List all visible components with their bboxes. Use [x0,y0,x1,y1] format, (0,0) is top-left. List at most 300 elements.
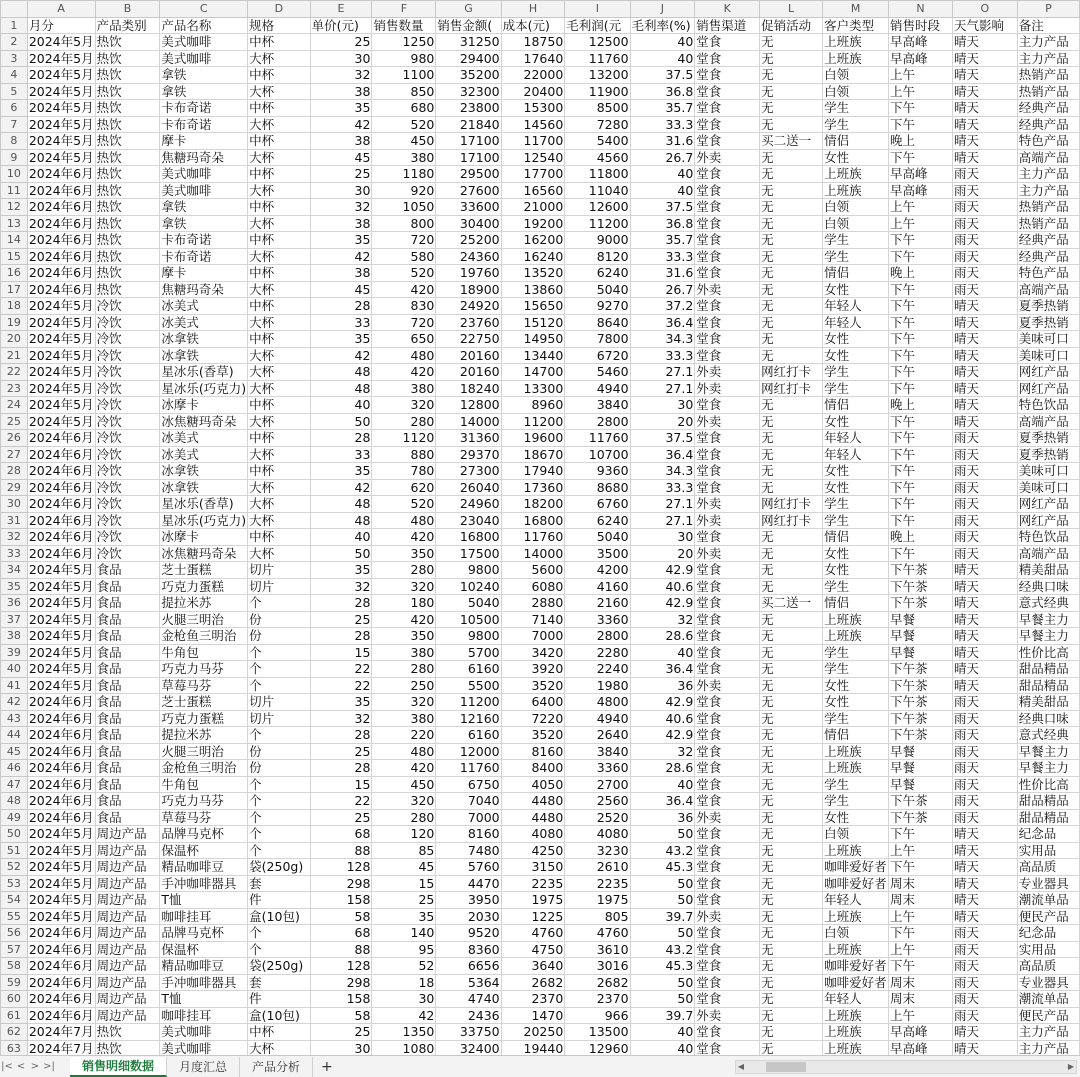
cell[interactable]: 40 [630,776,695,793]
cell[interactable]: 2240 [565,661,630,678]
cell[interactable]: 热销产品 [1017,67,1079,84]
cell[interactable]: 16800 [436,529,501,546]
cell[interactable]: 大杯 [248,512,310,529]
cell[interactable]: 上班族 [823,941,889,958]
cell[interactable]: 32 [630,743,695,760]
cell[interactable]: 无 [760,925,823,942]
cell[interactable]: 白领 [823,925,889,942]
cell[interactable]: 热销产品 [1017,215,1079,232]
cell[interactable]: 无 [760,248,823,265]
cell[interactable]: 白领 [823,826,889,843]
cell[interactable]: 3920 [501,661,565,678]
cell[interactable]: 4080 [565,826,630,843]
cell[interactable]: 14000 [436,413,501,430]
cell[interactable]: 美式咖啡 [160,1040,248,1055]
cell[interactable]: 食品 [95,562,160,579]
cell[interactable]: 中杯 [248,298,310,315]
cell[interactable]: 26.7 [630,281,695,298]
cell[interactable]: 雨天 [952,496,1017,513]
cell[interactable]: 雨天 [952,974,1017,991]
cell[interactable]: 2024年5月 [28,331,94,346]
cell[interactable]: 30 [310,182,372,199]
cell[interactable]: 158 [310,991,372,1008]
cell[interactable]: 袋(250g) [248,859,310,876]
cell[interactable]: 42 [372,1007,436,1024]
tab-product-analysis[interactable]: 产品分析 [240,1057,313,1077]
cell[interactable]: 早餐 [889,644,953,661]
cell[interactable]: 17100 [436,133,501,150]
cell[interactable]: 2024年5月 [28,298,94,313]
cell[interactable]: 无 [760,859,823,876]
cell[interactable]: 8680 [565,479,630,496]
cell[interactable]: 精品咖啡豆 [160,958,248,975]
cell[interactable]: 16560 [501,182,565,199]
row-header[interactable]: 9 [1,149,28,166]
cell[interactable]: 堂食 [695,331,760,348]
cell[interactable]: 上午 [889,67,953,84]
cell[interactable]: 9800 [436,628,501,645]
cell[interactable]: 热饮 [95,116,160,133]
row-header[interactable]: 6 [1,100,28,117]
cell[interactable]: 11200 [436,694,501,711]
cell[interactable]: 甜品精品 [1017,793,1079,810]
cell[interactable]: 手冲咖啡器具 [160,875,248,892]
cell[interactable]: 28 [310,727,372,744]
cell[interactable]: 纪念品 [1017,826,1079,843]
cell[interactable]: 大杯 [248,149,310,166]
cell[interactable]: 450 [372,133,436,150]
row-header[interactable]: 25 [1,413,28,430]
cell[interactable]: 买二送一 [760,595,823,612]
cell[interactable]: 35 [310,232,372,249]
cell[interactable]: 无 [760,694,823,711]
cell[interactable]: 720 [372,314,436,331]
cell[interactable]: 中杯 [248,463,310,480]
cell[interactable]: 特色产品 [1017,265,1079,282]
cell[interactable]: 40.6 [630,578,695,595]
cell[interactable]: 22000 [501,67,565,84]
cell[interactable]: 高端产品 [1017,413,1079,430]
cell[interactable]: 客户类型 [823,17,889,34]
cell[interactable]: 无 [760,826,823,843]
cell[interactable]: 周边产品 [95,991,160,1008]
cell[interactable]: 2024年6月 [28,265,94,280]
cell[interactable]: 备注 [1017,17,1079,34]
cell[interactable]: 25 [310,34,372,51]
cell[interactable]: 堂食 [695,628,760,645]
cell[interactable]: 36.4 [630,446,695,463]
cell[interactable]: 热饮 [95,100,160,117]
cell[interactable]: 无 [760,958,823,975]
cell[interactable]: 33600 [436,199,501,216]
cell[interactable]: 中杯 [248,133,310,150]
cell[interactable]: 雨天 [952,166,1017,183]
row-header[interactable]: 39 [1,644,28,661]
cell[interactable]: 40 [310,397,372,414]
cell[interactable]: 堂食 [695,215,760,232]
cell[interactable]: 42.9 [630,694,695,711]
cell[interactable]: 套 [248,974,310,991]
cell[interactable]: 拿铁 [160,215,248,232]
cell[interactable]: 堂食 [695,232,760,249]
cell[interactable]: 12960 [565,1040,630,1055]
cell[interactable]: 19200 [501,215,565,232]
column-header-e[interactable]: E [310,1,372,18]
cell[interactable]: 女性 [823,479,889,496]
cell[interactable]: 雨天 [952,463,1017,480]
cell[interactable]: 提拉米苏 [160,727,248,744]
cell[interactable]: 食品 [95,809,160,826]
cell[interactable]: 冷饮 [95,347,160,364]
cell[interactable]: 高端产品 [1017,281,1079,298]
cell[interactable]: 个 [248,826,310,843]
cell[interactable]: 雨天 [952,512,1017,529]
cell[interactable]: 880 [372,446,436,463]
cell[interactable]: 拿铁 [160,199,248,216]
cell[interactable]: 卡布奇诺 [160,248,248,265]
cell[interactable]: 雨天 [952,793,1017,810]
cell[interactable]: 中杯 [248,199,310,216]
cell[interactable]: 40 [630,166,695,183]
cell[interactable]: 320 [372,694,436,711]
cell[interactable]: 7800 [565,331,630,348]
cell[interactable]: 冷饮 [95,364,160,381]
cell[interactable]: 专业器具 [1017,974,1079,991]
cell[interactable]: 4080 [501,826,565,843]
cell[interactable]: 280 [372,809,436,826]
cell[interactable]: 网红产品 [1017,496,1079,513]
cell[interactable]: 25 [310,166,372,183]
cell[interactable]: 晴天 [952,116,1017,133]
cell[interactable]: 下午 [889,281,953,298]
cell[interactable]: 1100 [372,67,436,84]
cell[interactable]: 牛角包 [160,776,248,793]
cell[interactable]: 7000 [501,628,565,645]
cell[interactable]: 8160 [501,743,565,760]
cell[interactable]: 2024年6月 [28,215,94,231]
cell[interactable]: 42.9 [630,727,695,744]
cell[interactable]: 2024年5月 [28,677,94,693]
cell[interactable]: 学生 [823,793,889,810]
cell[interactable]: 堂食 [695,1040,760,1055]
cell[interactable]: 特色饮品 [1017,397,1079,414]
cell[interactable]: 堂食 [695,793,760,810]
cell[interactable]: 2024年5月 [28,133,94,148]
cell[interactable]: 2024年6月 [28,941,94,957]
cell[interactable]: 精美甜品 [1017,562,1079,579]
cell[interactable]: 高品质 [1017,859,1079,876]
row-header[interactable]: 49 [1,809,28,826]
cell[interactable]: 2024年6月 [28,991,94,1006]
cell[interactable]: 学生 [823,512,889,529]
cell[interactable]: 下午 [889,232,953,249]
cell[interactable]: 周末 [889,991,953,1008]
cell[interactable]: 无 [760,116,823,133]
cell[interactable]: 盒(10包) [248,1007,310,1024]
cell[interactable]: 中杯 [248,265,310,282]
cell[interactable]: 晴天 [952,397,1017,414]
cell[interactable]: 无 [760,677,823,694]
cell[interactable]: 39.7 [630,1007,695,1024]
cell[interactable]: 50 [630,925,695,942]
cell[interactable]: 无 [760,529,823,546]
cell[interactable]: 下午 [889,100,953,117]
cell[interactable]: 36.8 [630,215,695,232]
row-header[interactable]: 8 [1,133,28,150]
cell[interactable]: 13200 [565,67,630,84]
cell[interactable]: 30400 [436,215,501,232]
cell[interactable]: 晴天 [952,149,1017,166]
cell[interactable]: 冷饮 [95,314,160,331]
cell[interactable]: 780 [372,463,436,480]
cell[interactable]: 8960 [501,397,565,414]
cell[interactable]: 无 [760,446,823,463]
cell[interactable]: 学生 [823,710,889,727]
cell[interactable]: 36 [630,677,695,694]
cell[interactable]: 无 [760,149,823,166]
cell[interactable]: 31250 [436,34,501,51]
cell[interactable]: 拿铁 [160,67,248,84]
cell[interactable]: 2235 [501,875,565,892]
scrollbar-thumb[interactable] [766,1062,806,1072]
cell[interactable]: 份 [248,628,310,645]
cell[interactable]: 20 [630,413,695,430]
cell[interactable]: 27.1 [630,512,695,529]
cell[interactable]: 下午茶 [889,793,953,810]
cell[interactable]: 网红产品 [1017,512,1079,529]
cell[interactable]: 28 [310,628,372,645]
row-header[interactable]: 62 [1,1024,28,1041]
cell[interactable]: 45.3 [630,958,695,975]
cell[interactable]: 上午 [889,842,953,859]
cell[interactable]: 1080 [372,1040,436,1055]
cell[interactable]: 早餐主力 [1017,611,1079,628]
cell[interactable]: 早高峰 [889,166,953,183]
cell[interactable]: 堂食 [695,265,760,282]
cell[interactable]: 2024年5月 [28,661,94,676]
cell[interactable]: 13520 [501,265,565,282]
cell[interactable]: 12600 [565,199,630,216]
cell[interactable]: 堂食 [695,83,760,100]
column-header-p[interactable]: P [1017,1,1079,18]
row-header[interactable]: 31 [1,512,28,529]
cell[interactable]: 冷饮 [95,512,160,529]
cell[interactable]: 450 [372,776,436,793]
cell[interactable]: 下午茶 [889,595,953,612]
cell[interactable]: 480 [372,743,436,760]
cell[interactable]: 个 [248,776,310,793]
cell[interactable]: 情侣 [823,727,889,744]
cell[interactable]: 7000 [436,809,501,826]
cell[interactable]: 外卖 [695,149,760,166]
cell[interactable]: 33 [310,446,372,463]
column-header-f[interactable]: F [372,1,436,18]
cell[interactable]: 7220 [501,710,565,727]
cell[interactable]: 外卖 [695,809,760,826]
cell[interactable]: 火腿三明治 [160,611,248,628]
cell[interactable]: 32300 [436,83,501,100]
cell[interactable]: 180 [372,595,436,612]
cell[interactable]: 经典口味 [1017,578,1079,595]
cell[interactable]: 无 [760,578,823,595]
cell[interactable]: 48 [310,496,372,513]
cell[interactable]: 堂食 [695,760,760,777]
cell[interactable]: 28.6 [630,760,695,777]
horizontal-scrollbar[interactable] [735,1060,1077,1074]
cell[interactable]: 52 [372,958,436,975]
cell[interactable]: 680 [372,100,436,117]
cell[interactable]: 堂食 [695,182,760,199]
last-sheet-button[interactable]: >| [43,1061,55,1072]
cell[interactable]: 4480 [501,809,565,826]
cell[interactable]: 中杯 [248,67,310,84]
cell[interactable]: 早高峰 [889,182,953,199]
row-header[interactable]: 10 [1,166,28,183]
cell[interactable]: 雨天 [952,727,1017,744]
cell[interactable]: 盒(10包) [248,908,310,925]
cell[interactable]: 8400 [501,760,565,777]
cell[interactable]: 特色产品 [1017,133,1079,150]
cell[interactable]: 性价比高 [1017,644,1079,661]
cell[interactable]: 冷饮 [95,331,160,348]
cell[interactable]: 无 [760,908,823,925]
cell[interactable]: 33750 [436,1024,501,1041]
cell[interactable]: 35200 [436,67,501,84]
cell[interactable]: 晴天 [952,298,1017,315]
cell[interactable]: 2024年6月 [28,463,94,478]
row-header[interactable]: 59 [1,974,28,991]
cell[interactable]: 主力产品 [1017,1024,1079,1041]
cell[interactable]: 个 [248,644,310,661]
row-header[interactable]: 37 [1,611,28,628]
cell[interactable]: 晴天 [952,908,1017,925]
row-header[interactable]: 15 [1,248,28,265]
cell[interactable]: 冷饮 [95,529,160,546]
cell[interactable]: 冷饮 [95,380,160,397]
cell[interactable]: 外卖 [695,512,760,529]
cell[interactable]: 情侣 [823,595,889,612]
cell[interactable]: 2682 [501,974,565,991]
cell[interactable]: 早餐 [889,743,953,760]
cell[interactable]: 热饮 [95,232,160,249]
cell[interactable]: 无 [760,809,823,826]
cell[interactable]: 上班族 [823,50,889,67]
cell[interactable]: 下午 [889,446,953,463]
cell[interactable]: 2024年5月 [28,826,94,841]
cell[interactable]: 雨天 [952,430,1017,447]
cell[interactable]: 主力产品 [1017,50,1079,67]
cell[interactable]: 220 [372,727,436,744]
cell[interactable]: 草莓马芬 [160,677,248,694]
cell[interactable]: 网红打卡 [760,380,823,397]
cell[interactable]: 下午 [889,380,953,397]
cell[interactable]: 年轻人 [823,892,889,909]
row-header[interactable]: 55 [1,908,28,925]
cell[interactable]: 雨天 [952,1007,1017,1024]
cell[interactable]: 早餐主力 [1017,760,1079,777]
cell[interactable]: 巧克力蛋糕 [160,578,248,595]
cell[interactable]: 卡布奇诺 [160,100,248,117]
cell[interactable]: 夏季热销 [1017,298,1079,315]
cell[interactable]: 品牌马克杯 [160,925,248,942]
cell[interactable]: 学生 [823,380,889,397]
cell[interactable]: 无 [760,776,823,793]
cell[interactable]: 雨天 [952,479,1017,496]
cell[interactable]: 晚上 [889,265,953,282]
cell[interactable]: 25 [310,1024,372,1041]
cell[interactable]: 下午 [889,859,953,876]
cell[interactable]: 热饮 [95,34,160,51]
cell[interactable]: 便民产品 [1017,1007,1079,1024]
cell[interactable]: 下午 [889,545,953,562]
cell[interactable]: 30 [310,1040,372,1055]
cell[interactable]: 周边产品 [95,1007,160,1024]
cell[interactable]: 上午 [889,83,953,100]
cell[interactable]: 女性 [823,331,889,348]
cell[interactable]: 830 [372,298,436,315]
row-header[interactable]: 3 [1,50,28,67]
cell[interactable]: 280 [372,661,436,678]
cell[interactable]: 冰美式 [160,430,248,447]
cell[interactable]: 套 [248,875,310,892]
cell[interactable]: 切片 [248,562,310,579]
cell[interactable]: 19440 [501,1040,565,1055]
cell[interactable]: 外卖 [695,1007,760,1024]
cell[interactable]: 无 [760,413,823,430]
cell[interactable]: 16800 [501,512,565,529]
cell[interactable]: 下午茶 [889,694,953,711]
cell[interactable]: 42 [310,479,372,496]
cell[interactable]: 20400 [501,83,565,100]
cell[interactable]: 咖啡挂耳 [160,908,248,925]
cell[interactable]: 298 [310,974,372,991]
cell[interactable]: 美式咖啡 [160,182,248,199]
cell[interactable]: 件 [248,991,310,1008]
cell[interactable]: 情侣 [823,397,889,414]
cell[interactable]: 早餐主力 [1017,743,1079,760]
cell[interactable]: 堂食 [695,776,760,793]
cell[interactable]: 晴天 [952,661,1017,678]
cell[interactable]: 3840 [565,397,630,414]
cell[interactable]: 280 [372,562,436,579]
cell[interactable]: 12540 [501,149,565,166]
cell[interactable]: 4200 [565,562,630,579]
row-header[interactable]: 29 [1,479,28,496]
cell[interactable]: 堂食 [695,100,760,117]
cell[interactable]: 无 [760,545,823,562]
cell[interactable]: 金枪鱼三明治 [160,628,248,645]
cell[interactable]: 晴天 [952,628,1017,645]
cell[interactable]: 大杯 [248,314,310,331]
cell[interactable]: 女性 [823,545,889,562]
cell[interactable]: 520 [372,496,436,513]
cell[interactable]: 34.3 [630,463,695,480]
cell[interactable]: 8160 [436,826,501,843]
cell[interactable]: 50 [630,991,695,1008]
cell[interactable]: 牛角包 [160,644,248,661]
cell[interactable]: 网红打卡 [760,496,823,513]
cell[interactable]: 精美甜品 [1017,694,1079,711]
row-header[interactable]: 27 [1,446,28,463]
cell[interactable]: 雨天 [952,446,1017,463]
cell[interactable]: 学生 [823,232,889,249]
cell[interactable]: 大杯 [248,83,310,100]
cell[interactable]: 堂食 [695,397,760,414]
cell[interactable]: 4470 [436,875,501,892]
cell[interactable]: 无 [760,644,823,661]
cell[interactable]: 专业器具 [1017,875,1079,892]
row-header[interactable]: 35 [1,578,28,595]
